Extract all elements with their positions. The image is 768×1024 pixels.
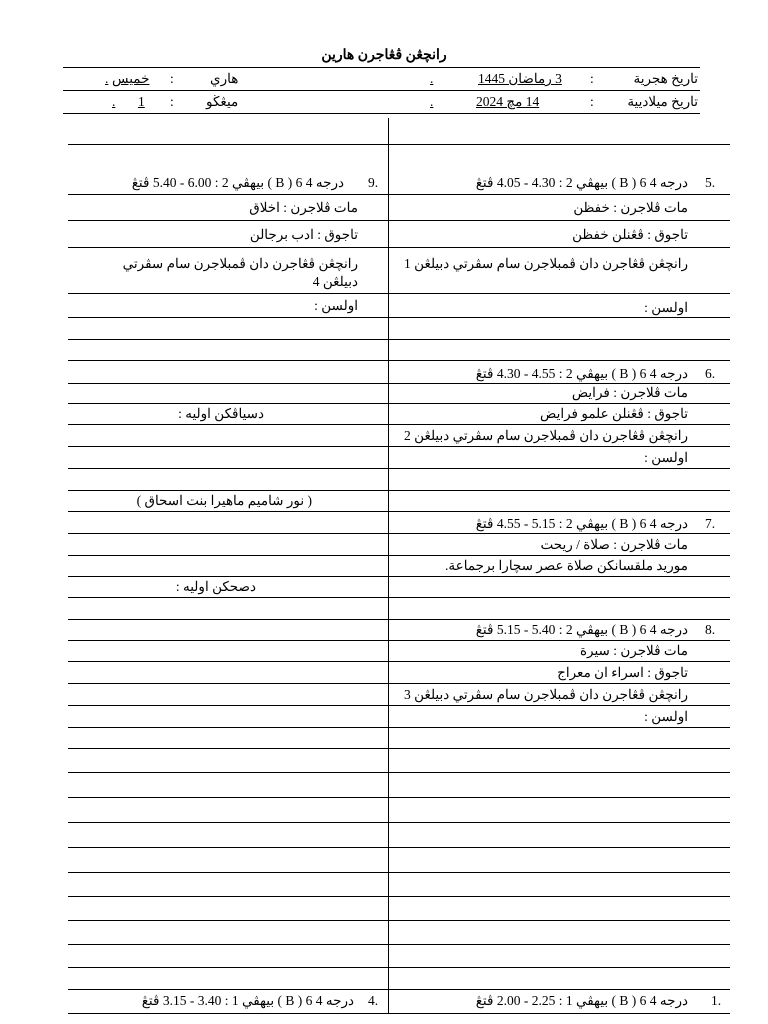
session-8-number: 8.	[705, 622, 716, 637]
session-6-objective: رانچڠن ڤڠاجرن دان ڤمبلاجرن سام سڤرتي دبيلڠن 2	[404, 428, 688, 443]
verified-by-label: دصحکن اوليه :	[175, 579, 256, 594]
hijri-colon: :	[590, 71, 594, 86]
session-5-remark: اولسن :	[644, 300, 688, 315]
header-mid-rule	[63, 90, 700, 91]
hijri-label: تاريخ هجرية	[633, 71, 698, 86]
session-9-remark: اولسن :	[314, 298, 358, 313]
session-6-time: درجه 4 6 ( B ) بيهڤي 2 : 4.55 - 4.30 ڤتڠ	[475, 366, 688, 381]
session-5-topic: تاجوق : ڤڠنلن خفظن	[572, 227, 688, 242]
session-7-number: 7.	[705, 516, 716, 531]
session-9-objective-line1: رانچڠن ڤڠاجرن دان ڤمبلاجرن سام سڤرتي	[122, 256, 358, 271]
session-8-topic: تاجوق : اسراء ان معراج	[557, 665, 688, 680]
masehi-value: 14 مچ 2024	[476, 94, 540, 109]
session-6-remark: اولسن :	[644, 450, 688, 465]
masehi-colon: :	[590, 94, 594, 109]
session-7-note: موريد ملقسانکن صلاة عصر سچارا برجماعة.	[445, 558, 688, 573]
day-dot: .	[105, 71, 109, 86]
week-value: 1	[138, 94, 145, 109]
session-8-time: درجه 4 6 ( B ) بيهڤي 2 : 5.40 - 5.15 ڤتڠ	[475, 622, 688, 637]
week-colon: :	[170, 94, 174, 109]
session-7-time: درجه 4 6 ( B ) بيهڤي 2 : 5.15 - 4.55 ڤتڠ	[475, 516, 688, 531]
session-9-topic: تاجوق : ادب برجالن	[249, 227, 358, 242]
session-9-subject: مات ڤلاجرن : اخلاق	[249, 200, 358, 215]
session-4-number: 4.	[368, 993, 379, 1008]
hijri-dot: .	[430, 71, 434, 86]
session-8-objective: رانچڠن ڤڠاجرن دان ڤمبلاجرن سام سڤرتي دبيلڠن 3	[404, 687, 688, 702]
hijri-value: 3 رماضان 1445	[478, 71, 562, 86]
session-9-objective-line2: دبيلڠن 4	[312, 274, 358, 289]
prepared-by-label: دسياڤکن اوليه :	[178, 406, 264, 421]
session-9-time: درجه 4 6 ( B ) بيهڤي 2 : 6.00 - 5.40 ڤتڠ	[131, 175, 344, 190]
teacher-name: ( نور شاميم ماهيرا بنت اسحاق )	[136, 493, 312, 508]
session-4-time: درجه 4 6 ( B ) بيهڤي 1 : 3.40 - 3.15 ڤتڠ	[141, 993, 354, 1008]
week-dot: .	[112, 94, 116, 109]
session-5-subject: مات ڤلاجرن : خفظن	[573, 200, 688, 215]
session-8-subject: مات ڤلاجرن : سيرة	[579, 643, 688, 658]
masehi-dot: .	[430, 94, 434, 109]
session-5-objective: رانچڠن ڤڠاجرن دان ڤمبلاجرن سام سڤرتي دبيلڠن 1	[404, 256, 688, 271]
header-bottom-rule	[63, 113, 700, 114]
day-value: خميس	[112, 71, 150, 86]
day-label: هاري	[210, 71, 239, 86]
session-5-number: 5.	[705, 175, 716, 190]
page-title: رانچڠن ڤڠاجرن هارين	[321, 48, 447, 63]
masehi-label: تاريخ ميلاديية	[627, 94, 698, 109]
week-label: ميڠڬو	[206, 94, 239, 109]
day-colon: :	[170, 71, 174, 86]
bottom-rule-right	[388, 1013, 730, 1014]
session-7-subject: مات ڤلاجرن : صلاة / ريحت	[540, 537, 688, 552]
session-5-time: درجه 4 6 ( B ) بيهڤي 2 : 4.30 - 4.05 ڤتڠ	[475, 175, 688, 190]
session-8-remark: اولسن :	[644, 709, 688, 724]
session-1-time: درجه 4 6 ( B ) بيهڤي 1 : 2.25 - 2.00 ڤتڠ	[475, 993, 688, 1008]
session-6-subject: مات ڤلاجرن : فرايض	[571, 385, 688, 400]
session-6-topic: تاجوق : ڤڠنلن علمو فرايض	[540, 406, 688, 421]
session-6-number: 6.	[705, 366, 716, 381]
session-9-number: 9.	[368, 175, 379, 190]
column-divider	[388, 118, 389, 1014]
header-top-rule	[63, 67, 700, 68]
session-1-number: 1.	[711, 993, 722, 1008]
